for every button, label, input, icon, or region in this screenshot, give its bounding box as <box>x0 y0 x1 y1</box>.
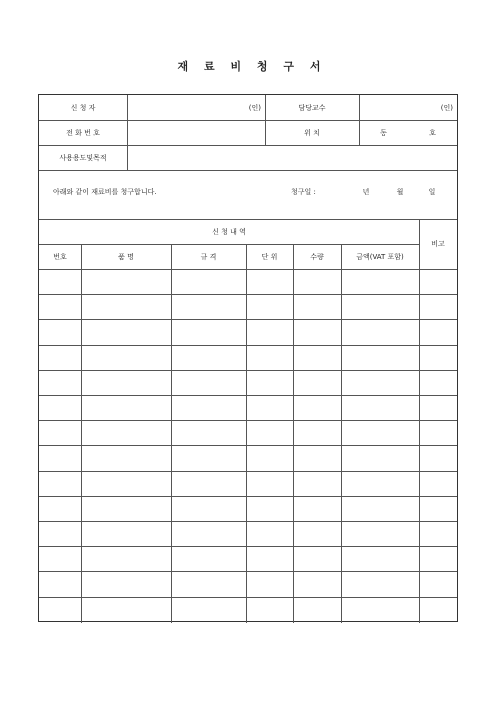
table-cell[interactable] <box>341 269 419 294</box>
year-label: 년 <box>362 188 370 196</box>
table-cell[interactable] <box>293 294 341 319</box>
applicant-label: 신 청 자 <box>70 103 96 112</box>
table-cell[interactable] <box>81 496 171 521</box>
table-cell[interactable] <box>39 546 81 571</box>
table-cell[interactable] <box>39 471 81 496</box>
table-cell[interactable] <box>419 345 457 370</box>
table-cell[interactable] <box>39 370 81 395</box>
table-cell[interactable] <box>341 597 419 622</box>
table-cell[interactable] <box>293 546 341 571</box>
table-cell[interactable] <box>246 420 293 445</box>
grid-line <box>39 120 457 121</box>
table-cell[interactable] <box>246 319 293 344</box>
day-label: 일 <box>428 188 436 196</box>
table-cell[interactable] <box>293 496 341 521</box>
table-cell[interactable] <box>293 269 341 294</box>
table-cell[interactable] <box>419 420 457 445</box>
column-header: 번호 <box>53 252 67 261</box>
table-cell[interactable] <box>293 445 341 470</box>
table-cell[interactable] <box>246 597 293 622</box>
purpose-label: 사용용도및목적 <box>59 153 107 162</box>
column-header: 단 위 <box>261 252 278 261</box>
table-cell[interactable] <box>39 269 81 294</box>
table-cell[interactable] <box>171 370 246 395</box>
table-cell[interactable] <box>246 445 293 470</box>
table-cell[interactable] <box>341 319 419 344</box>
table-cell[interactable] <box>81 546 171 571</box>
table-cell[interactable] <box>81 571 171 596</box>
table-cell[interactable] <box>39 345 81 370</box>
table-cell[interactable] <box>246 496 293 521</box>
table-cell[interactable] <box>419 521 457 546</box>
table-cell[interactable] <box>81 319 171 344</box>
table-cell[interactable] <box>39 597 81 622</box>
table-cell[interactable] <box>246 269 293 294</box>
table-cell[interactable] <box>246 546 293 571</box>
table-cell[interactable] <box>341 546 419 571</box>
table-cell[interactable] <box>419 395 457 420</box>
table-cell[interactable] <box>293 597 341 622</box>
table-cell[interactable] <box>171 395 246 420</box>
table-cell[interactable] <box>171 294 246 319</box>
table-cell[interactable] <box>39 294 81 319</box>
table-cell[interactable] <box>81 345 171 370</box>
table-cell[interactable] <box>39 496 81 521</box>
table-cell[interactable] <box>293 571 341 596</box>
table-cell[interactable] <box>419 471 457 496</box>
date-label: 청구일 : <box>291 188 316 196</box>
table-cell[interactable] <box>293 395 341 420</box>
applicant-seal: (인) <box>248 103 261 112</box>
table-cell[interactable] <box>171 597 246 622</box>
table-cell[interactable] <box>39 420 81 445</box>
table-cell[interactable] <box>419 294 457 319</box>
details-title: 신 청 내 역 <box>212 227 246 236</box>
grid-line <box>39 145 457 146</box>
column-header: 수량 <box>310 252 324 261</box>
table-cell[interactable] <box>341 370 419 395</box>
phone-field[interactable] <box>127 120 265 145</box>
column-header: 금액(VAT 포함) <box>356 252 404 261</box>
table-cell[interactable] <box>39 521 81 546</box>
table-cell[interactable] <box>341 571 419 596</box>
table-cell[interactable] <box>341 395 419 420</box>
table-cell[interactable] <box>171 571 246 596</box>
table-cell[interactable] <box>81 420 171 445</box>
table-cell[interactable] <box>171 471 246 496</box>
table-cell[interactable] <box>171 420 246 445</box>
location-field[interactable] <box>359 120 457 145</box>
table-cell[interactable] <box>419 597 457 622</box>
table-cell[interactable] <box>171 345 246 370</box>
table-cell[interactable] <box>341 420 419 445</box>
table-cell[interactable] <box>293 521 341 546</box>
remarks-header: 비고 <box>431 240 445 248</box>
table-cell[interactable] <box>341 294 419 319</box>
table-cell[interactable] <box>246 471 293 496</box>
table-cell[interactable] <box>246 294 293 319</box>
table-cell[interactable] <box>246 345 293 370</box>
table-cell[interactable] <box>81 471 171 496</box>
table-cell[interactable] <box>341 496 419 521</box>
grid-line <box>265 95 266 145</box>
table-cell[interactable] <box>39 395 81 420</box>
table-cell[interactable] <box>81 521 171 546</box>
applicant-field[interactable] <box>127 95 265 120</box>
table-cell[interactable] <box>293 420 341 445</box>
table-cell[interactable] <box>171 496 246 521</box>
table-cell[interactable] <box>246 571 293 596</box>
table-cell[interactable] <box>246 521 293 546</box>
professor-field[interactable] <box>359 95 457 120</box>
table-cell[interactable] <box>419 496 457 521</box>
table-cell[interactable] <box>171 521 246 546</box>
table-cell[interactable] <box>81 370 171 395</box>
table-cell[interactable] <box>419 319 457 344</box>
professor-label: 담당교수 <box>298 103 326 112</box>
table-cell[interactable] <box>246 395 293 420</box>
ho-label: 호 <box>429 128 436 137</box>
month-label: 월 <box>396 188 404 196</box>
column-header: 품 명 <box>118 252 134 261</box>
table-cell[interactable] <box>341 445 419 470</box>
table-cell[interactable] <box>171 546 246 571</box>
request-statement: 아래와 같이 재료비를 청구합니다. <box>53 188 157 196</box>
table-cell[interactable] <box>341 471 419 496</box>
grid-line <box>359 95 360 145</box>
table-cell[interactable] <box>341 521 419 546</box>
table-cell[interactable] <box>81 269 171 294</box>
table-cell[interactable] <box>81 445 171 470</box>
table-cell[interactable] <box>293 370 341 395</box>
purpose-field[interactable] <box>127 145 457 170</box>
location-label: 위 치 <box>304 128 320 137</box>
table-cell[interactable] <box>419 571 457 596</box>
table-cell[interactable] <box>39 445 81 470</box>
table-cell[interactable] <box>419 370 457 395</box>
table-cell[interactable] <box>293 471 341 496</box>
table-cell[interactable] <box>39 571 81 596</box>
table-cell[interactable] <box>293 345 341 370</box>
table-cell[interactable] <box>419 269 457 294</box>
request-form <box>38 94 458 622</box>
table-cell[interactable] <box>171 445 246 470</box>
table-cell[interactable] <box>81 395 171 420</box>
professor-seal: (인) <box>440 103 453 112</box>
table-cell[interactable] <box>81 597 171 622</box>
grid-line <box>39 170 457 171</box>
document-title: 재 료 비 청 구 서 <box>177 60 327 73</box>
dong-label: 동 <box>380 128 387 137</box>
column-header: 규 격 <box>200 252 217 261</box>
table-cell[interactable] <box>341 345 419 370</box>
grid-line <box>127 95 128 170</box>
table-cell[interactable] <box>419 546 457 571</box>
grid-line <box>39 219 457 220</box>
phone-label: 전 화 번 호 <box>66 128 100 137</box>
table-cell[interactable] <box>419 445 457 470</box>
table-cell[interactable] <box>171 319 246 344</box>
table-cell[interactable] <box>39 319 81 344</box>
table-cell[interactable] <box>246 370 293 395</box>
table-cell[interactable] <box>293 319 341 344</box>
table-cell[interactable] <box>81 294 171 319</box>
table-cell[interactable] <box>171 269 246 294</box>
